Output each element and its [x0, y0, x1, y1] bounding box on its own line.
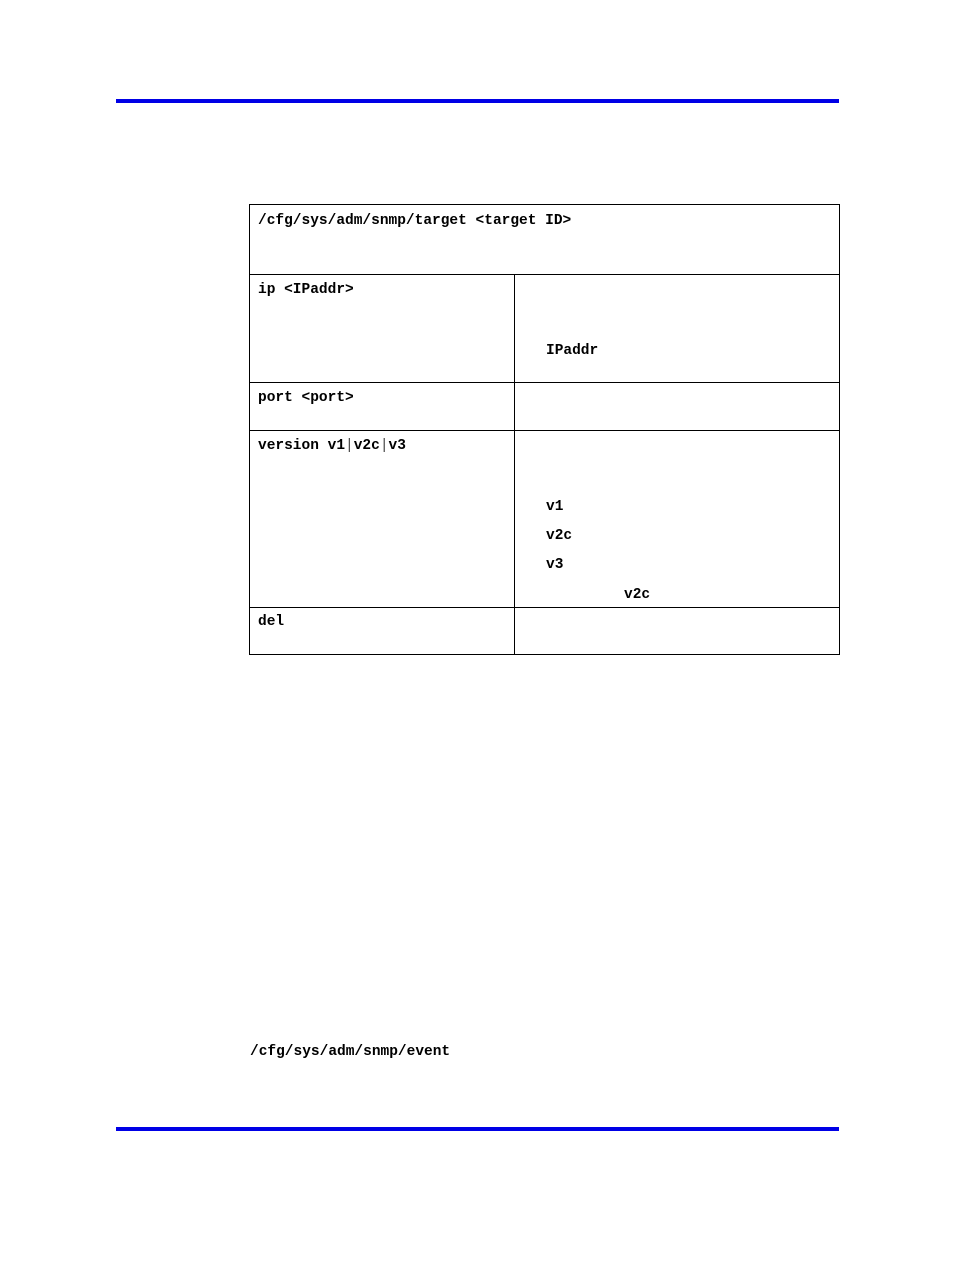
option-default-v2c: v2c	[624, 587, 651, 603]
command-cell	[250, 431, 515, 608]
bottom-rule	[116, 1127, 839, 1131]
table-row	[250, 608, 840, 655]
description-cell	[515, 431, 840, 608]
command-version-part: v2c	[353, 438, 380, 454]
separator: |	[345, 438, 354, 454]
event-menu-path: /cfg/sys/adm/snmp/event	[250, 1044, 451, 1060]
command-table	[249, 204, 840, 655]
table-row	[250, 431, 840, 608]
command-port: port <port>	[258, 390, 354, 406]
description-cell	[515, 275, 840, 383]
command-version-part: version v1	[258, 438, 346, 454]
command-del: del	[258, 614, 285, 630]
command-ip: ip <IPaddr>	[258, 282, 354, 298]
table-row	[250, 275, 840, 383]
description-cell	[515, 608, 840, 655]
table-row	[250, 383, 840, 431]
table-header-cell	[250, 205, 840, 275]
command-version-part: v3	[388, 438, 406, 454]
menu-path-header: /cfg/sys/adm/snmp/target <target ID>	[258, 213, 572, 229]
option-ipaddr: IPaddr	[546, 343, 599, 359]
command-cell	[250, 608, 515, 655]
command-cell	[250, 275, 515, 383]
command-version	[258, 438, 406, 455]
separator: |	[379, 438, 389, 454]
description-cell	[515, 383, 840, 431]
table-header-row	[250, 205, 840, 275]
option-v2c: v2c	[546, 528, 573, 544]
option-v1: v1	[546, 499, 564, 515]
command-cell	[250, 383, 515, 431]
top-rule	[116, 99, 839, 103]
option-v3: v3	[546, 557, 564, 573]
